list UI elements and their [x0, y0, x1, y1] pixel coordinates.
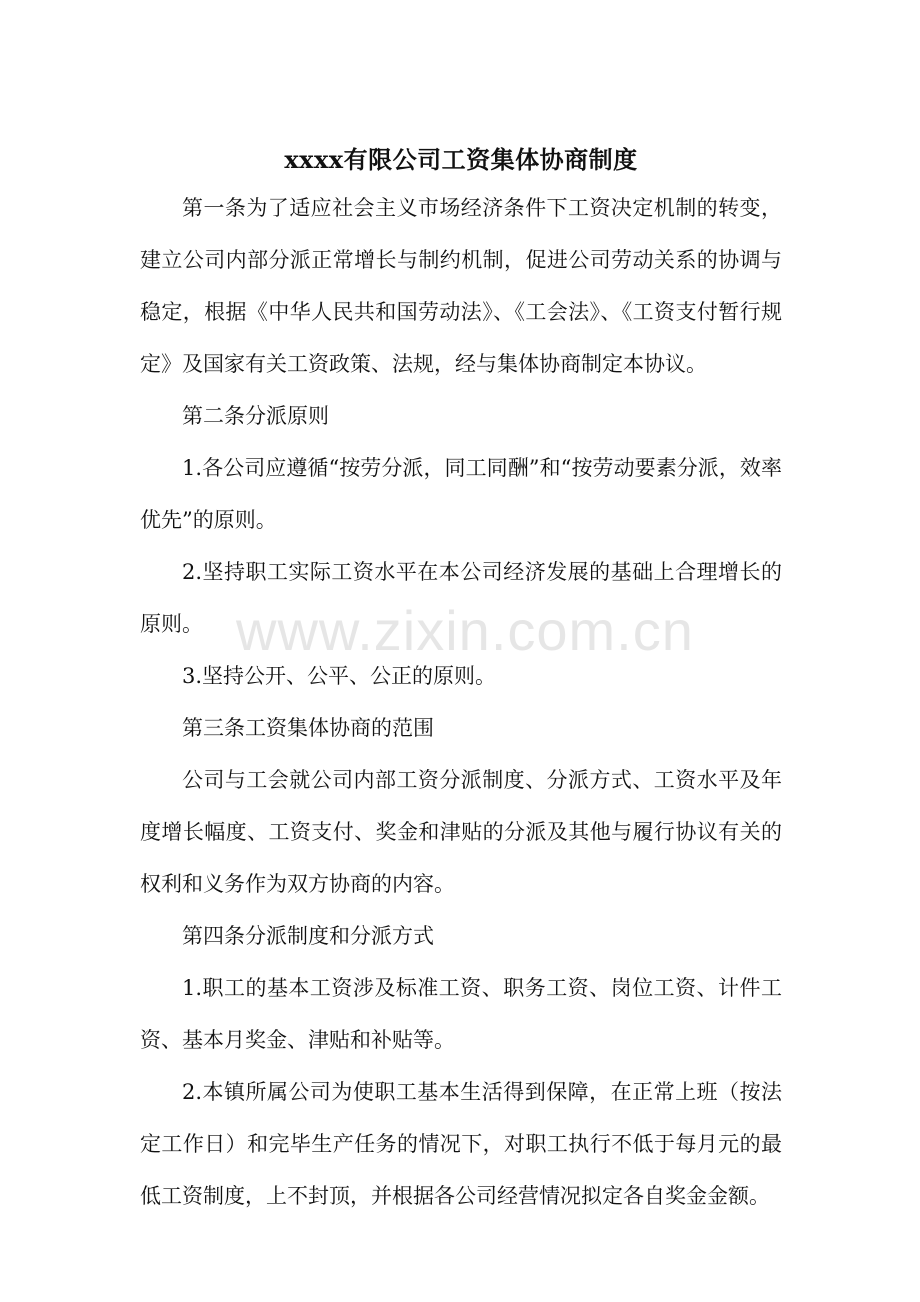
paragraph-article-2-heading: 第二条分派原则 — [182, 404, 329, 428]
paragraph-article-2-item-1: 1.各公司应遵循“按劳分派，同工同酬”和“按劳动要素分派，效率优先”的原则。 — [140, 456, 782, 532]
document-title: xxxx有限公司工资集体协商制度 — [284, 145, 638, 174]
paragraph-article-3-body: 公司与工会就公司内部工资分派制度、分派方式、工资水平及年度增长幅度、工资支付、奖金和津贴的分派及其他与履行协议有关的权利和义务作为双方协商的内容。 — [140, 768, 782, 896]
paragraph-article-2-item-2: 2.坚持职工实际工资水平在本公司经济发展的基础上合理增长的原则。 — [140, 560, 782, 636]
paragraph-article-4-item-2: 2.本镇所属公司为使职工基本生活得到保障，在正常上班（按法定工作日）和完毕生产任务的情况下，对职工执行不低于每月元的最低工资制度，上不封顶，并根据各公司经营情况拟定各自奖金金额。 — [140, 1080, 782, 1208]
paragraph-article-4-item-1: 1.职工的基本工资涉及标准工资、职务工资、岗位工资、计件工资、基本月奖金、津贴和补贴等。 — [140, 976, 782, 1052]
paragraph-article-2-item-3: 3.坚持公开、公平、公正的原则。 — [182, 664, 497, 688]
paragraph-article-4-heading: 第四条分派制度和分派方式 — [182, 924, 434, 948]
paragraph-article-1: 第一条为了适应社会主义市场经济条件下工资决定机制的转变，建立公司内部分派正常增长与制约机制，促进公司劳动关系的协调与稳定，根据《中华人民共和国劳动法》、《工会法》、《工资支付暂行规定》及国家有关工资政策、法规，经与集体协商制定本协议。 — [140, 196, 782, 376]
document-body — [140, 138, 782, 1222]
watermark-text: www.zixin.com.cn — [236, 599, 694, 662]
paragraph-article-3-heading: 第三条工资集体协商的范围 — [182, 716, 434, 740]
